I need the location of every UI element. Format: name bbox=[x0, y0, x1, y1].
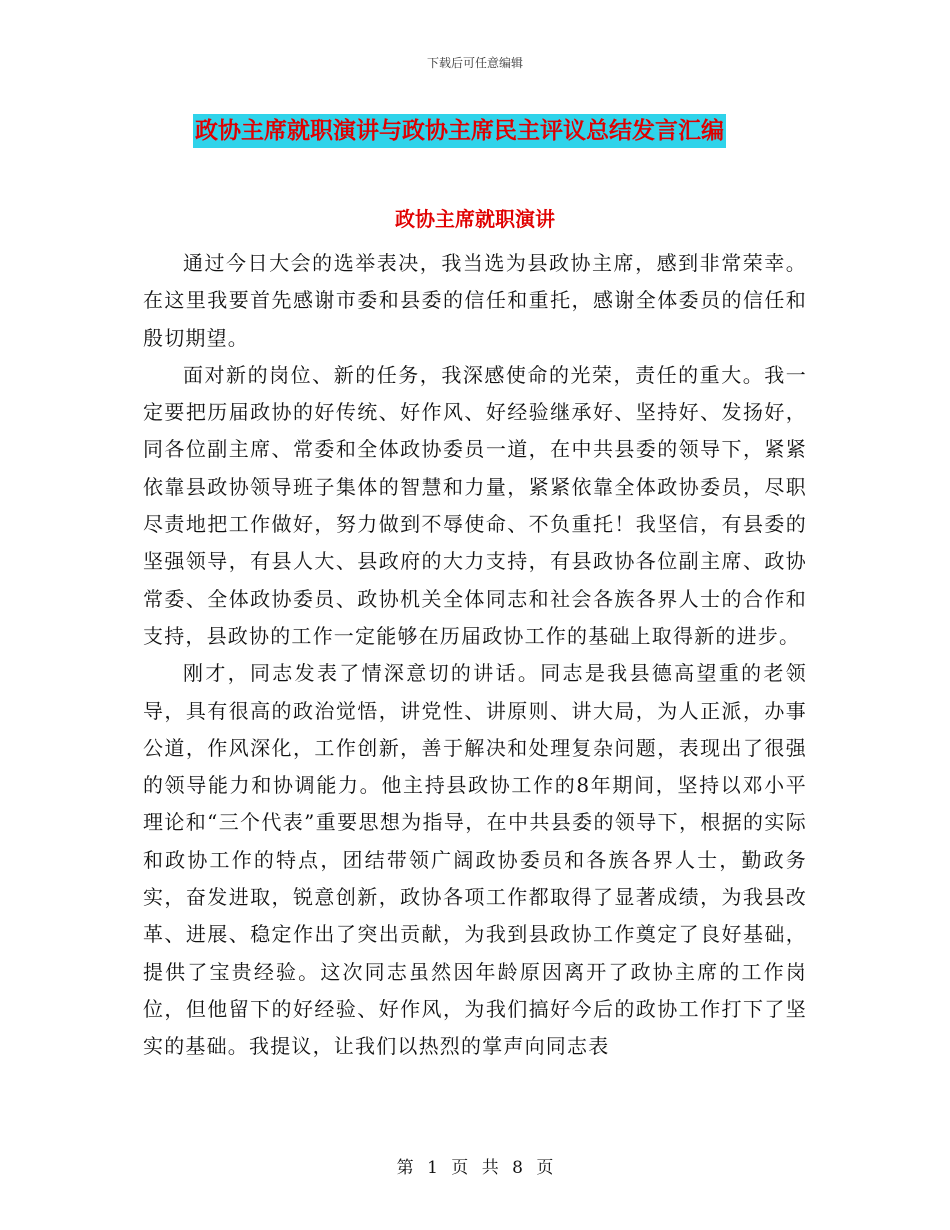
paragraph: 刚才，同志发表了情深意切的讲话。同志是我县德高望重的老领导，具有很高的政治觉悟，讲党性、讲原则、讲大局，为人正派，办事公道，作风深化，工作创新，善于解决和处理复杂问题，表现出了很强的领导能力和协调能力。他主持县政协工作的8年期间，坚持以邓小平理论和“三个代表”重要思想为指导，在中共县委的领导下，根据的实际和政协工作的特点，团结带领广阔政协委员和各族各界人士，勤政务实，奋发进取，锐意创新，政协各项工作都取得了显著成绩，为我县改革、进展、稳定作出了突出贡献，为我到县政协工作奠定了良好基础，提供了宝贵经验。这次同志虽然因年龄原因离开了政协主席的工作岗位，但他留下的好经验、好作风，为我们搞好今后的政协工作打下了坚实的基础。我提议，让我们以热烈的掌声向同志表 bbox=[143, 661, 807, 1059]
header-note: 下载后可任意编辑 bbox=[426, 56, 523, 70]
page-footer bbox=[0, 1153, 950, 1178]
page-unit: 页 bbox=[451, 1158, 469, 1178]
paragraph: 面对新的岗位、新的任务，我深感使命的光荣，责任的重大。我一定要把历届政协的好传统、好作风、好经验继承好、坚持好、发扬好，同各位副主席、常委和全体政协委员一道，在中共县委的领导下，紧紧依靠县政协领导班子集体的智慧和力量，紧紧依靠全体政协委员，尽职尽责地把工作做好，努力做到不辱使命、不负重托！我坚信，有县委的坚强领导，有县人大、县政府的大力支持，有县政协各位副主席、政协常委、全体政协委员、政协机关全体同志和社会各族各界人士的合作和支持，县政协的工作一定能够在历届政协工作的基础上取得新的进步。 bbox=[143, 362, 807, 648]
section-title: 政协主席就职演讲 bbox=[395, 207, 555, 231]
page-prefix: 第 bbox=[396, 1158, 414, 1178]
total-pages: 8 bbox=[512, 1158, 523, 1178]
paragraph: 通过今日大会的选举表决，我当选为县政协主席，感到非常荣幸。在这里我要首先感谢市委和县委的信任和重托，感谢全体委员的信任和殷切期望。 bbox=[143, 251, 807, 350]
page-number: 1 bbox=[427, 1158, 438, 1178]
total-unit: 页 bbox=[536, 1158, 554, 1178]
document-body bbox=[143, 245, 807, 1066]
total-prefix: 共 bbox=[481, 1158, 499, 1178]
document-title: 政协主席就职演讲与政协主席民主评议总结发言汇编 bbox=[193, 114, 726, 148]
